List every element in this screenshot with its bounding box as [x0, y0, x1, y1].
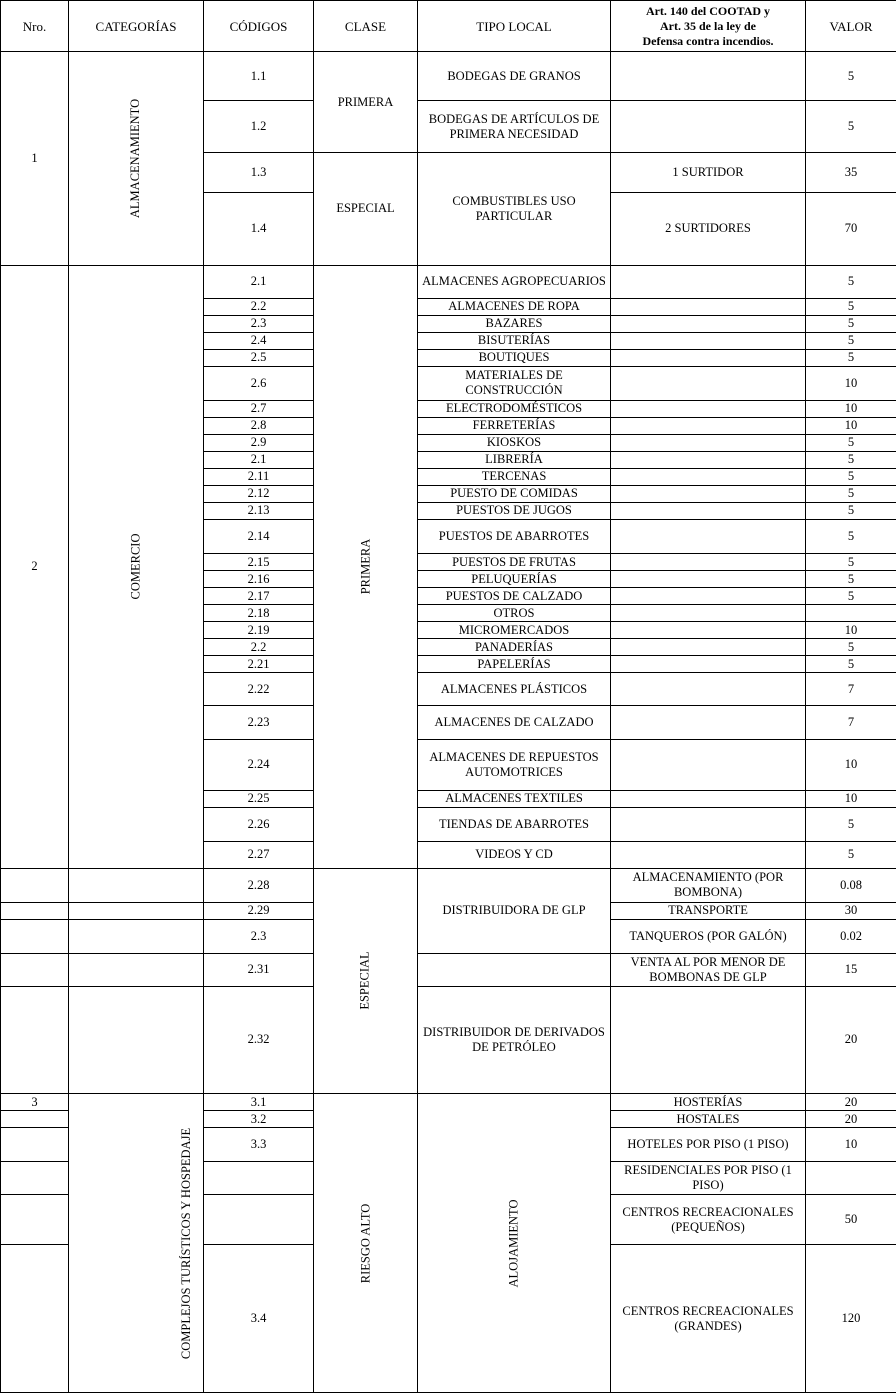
codigo-cell: 2.29 — [204, 902, 314, 919]
codigo-cell: 1.1 — [204, 52, 314, 101]
valor-cell: 7 — [806, 706, 896, 740]
valor-cell: 120 — [806, 1245, 896, 1393]
valor-cell: 15 — [806, 953, 896, 986]
tipo-cell: MATERIALES DE CONSTRUCCIÓN — [418, 366, 611, 400]
nro-cell: 1 — [1, 52, 69, 265]
codigo-cell — [204, 1195, 314, 1245]
tipo-cell: BODEGAS DE ARTÍCULOS DE PRIMERA NECESIDAD — [418, 101, 611, 153]
clase-cell: ESPECIAL — [314, 153, 418, 265]
tipo-cell: OTROS — [418, 605, 611, 622]
tipo-cell: PAPELERÍAS — [418, 656, 611, 673]
art-cell: 2 SURTIDORES — [611, 193, 806, 265]
categoria-label: COMERCIO — [128, 533, 143, 600]
codigo-cell: 2.9 — [204, 434, 314, 451]
art-cell — [611, 841, 806, 868]
codigo-cell: 2.31 — [204, 953, 314, 986]
art-cell: CENTROS RECREACIONALES (PEQUEÑOS) — [611, 1195, 806, 1245]
valor-cell: 10 — [806, 1128, 896, 1162]
valor-cell: 35 — [806, 153, 896, 193]
clase-label: ESPECIAL — [358, 951, 372, 1011]
valor-cell: 5 — [806, 807, 896, 841]
codigo-cell: 2.19 — [204, 622, 314, 639]
codigo-cell: 2.13 — [204, 502, 314, 519]
nro-cell — [1, 986, 69, 1093]
header-categorias: CATEGORÍAS — [69, 1, 204, 52]
valor-cell: 10 — [806, 366, 896, 400]
art-cell: ALMACENAMIENTO (POR BOMBONA) — [611, 868, 806, 902]
codigo-cell: 2.3 — [204, 315, 314, 332]
tipo-cell: ALMACENES DE CALZADO — [418, 706, 611, 740]
valor-cell: 5 — [806, 554, 896, 571]
valor-cell: 70 — [806, 193, 896, 265]
art-cell — [611, 571, 806, 588]
nro-cell: 2 — [1, 265, 69, 868]
categoria-cell — [69, 1094, 204, 1393]
valor-cell: 5 — [806, 451, 896, 468]
valor-cell: 5 — [806, 434, 896, 451]
art-cell — [611, 673, 806, 706]
valor-cell: 10 — [806, 740, 896, 790]
valor-cell: 10 — [806, 400, 896, 417]
nro-cell: 3 — [1, 1094, 69, 1111]
table-row — [1, 986, 896, 1093]
tipo-cell: BODEGAS DE GRANOS — [418, 52, 611, 101]
valor-cell: 5 — [806, 520, 896, 554]
table-row — [1, 52, 896, 101]
nro-cell — [1, 1162, 69, 1195]
codigo-cell: 3.2 — [204, 1111, 314, 1128]
art-cell: 1 SURTIDOR — [611, 153, 806, 193]
nro-cell — [1, 1195, 69, 1245]
codigo-cell: 2.15 — [204, 554, 314, 571]
codigo-cell: 2.8 — [204, 417, 314, 434]
clase-cell — [314, 1094, 418, 1393]
art-cell — [611, 706, 806, 740]
codigo-cell: 2.32 — [204, 986, 314, 1093]
codigo-cell: 3.4 — [204, 1245, 314, 1393]
tipo-cell: DISTRIBUIDORA DE GLP — [418, 868, 611, 953]
clase-cell — [314, 868, 418, 1093]
codigo-cell: 2.25 — [204, 790, 314, 807]
valor-cell: 20 — [806, 1111, 896, 1128]
categoria-cell — [69, 953, 204, 986]
valor-cell: 5 — [806, 332, 896, 349]
art-cell — [611, 807, 806, 841]
tipo-cell: PELUQUERÍAS — [418, 571, 611, 588]
valor-cell: 5 — [806, 656, 896, 673]
valor-cell: 10 — [806, 417, 896, 434]
nro-cell — [1, 1128, 69, 1162]
codigo-cell: 2.6 — [204, 366, 314, 400]
header-articulo-line3: Defensa contra incendios. — [642, 33, 774, 48]
header-clase: CLASE — [314, 1, 418, 52]
codigo-cell: 2.16 — [204, 571, 314, 588]
valor-cell: 5 — [806, 265, 896, 298]
tipo-cell: ALMACENES TEXTILES — [418, 790, 611, 807]
art-cell: RESIDENCIALES POR PISO (1 PISO) — [611, 1162, 806, 1195]
valor-cell: 5 — [806, 468, 896, 485]
tipo-cell: DISTRIBUIDOR DE DERIVADOS DE PETRÓLEO — [418, 986, 611, 1093]
art-cell — [611, 52, 806, 101]
valor-cell — [806, 1162, 896, 1195]
art-cell — [611, 349, 806, 366]
tipo-cell: ALMACENES PLÁSTICOS — [418, 673, 611, 706]
codigo-cell: 2.1 — [204, 265, 314, 298]
art-cell — [611, 554, 806, 571]
valor-cell: 10 — [806, 790, 896, 807]
tipo-label: ALOJAMIENTO — [506, 1199, 521, 1288]
table-row — [1, 1094, 896, 1111]
codigo-cell: 2.1 — [204, 451, 314, 468]
categoria-cell — [69, 868, 204, 902]
tipo-cell: BAZARES — [418, 315, 611, 332]
tipo-cell: MICROMERCADOS — [418, 622, 611, 639]
valor-cell: 5 — [806, 485, 896, 502]
tipo-cell: TIENDAS DE ABARROTES — [418, 807, 611, 841]
nro-cell — [1, 1111, 69, 1128]
art-cell — [611, 417, 806, 434]
codigo-cell: 3.1 — [204, 1094, 314, 1111]
codigo-cell: 2.22 — [204, 673, 314, 706]
nro-cell — [1, 919, 69, 953]
art-cell — [611, 468, 806, 485]
nro-cell — [1, 868, 69, 902]
tipo-cell: TERCENAS — [418, 468, 611, 485]
valor-cell: 5 — [806, 639, 896, 656]
art-cell — [611, 605, 806, 622]
codigo-cell: 1.3 — [204, 153, 314, 193]
tipo-cell: ELECTRODOMÉSTICOS — [418, 400, 611, 417]
tipo-cell: ALMACENES DE ROPA — [418, 298, 611, 315]
art-cell — [611, 520, 806, 554]
nro-cell — [1, 902, 69, 919]
categoria-cell — [69, 265, 204, 868]
header-articulo-line1: Art. 140 del COOTAD y — [645, 3, 771, 18]
codigo-cell: 2.3 — [204, 919, 314, 953]
art-cell: HOSTALES — [611, 1111, 806, 1128]
tipo-cell: LIBRERÍA — [418, 451, 611, 468]
art-cell — [611, 366, 806, 400]
clase-label: PRIMERA — [357, 538, 372, 595]
categoria-cell — [69, 52, 204, 265]
codigo-cell: 2.7 — [204, 400, 314, 417]
tipo-cell: COMBUSTIBLES USO PARTICULAR — [418, 153, 611, 265]
codigo-cell: 2.17 — [204, 588, 314, 605]
header-tipo-local: TIPO LOCAL — [418, 1, 611, 52]
codigo-cell: 2.27 — [204, 841, 314, 868]
tipo-cell: ALMACENES DE REPUESTOS AUTOMOTRICES — [418, 740, 611, 790]
art-cell: HOTELES POR PISO (1 PISO) — [611, 1128, 806, 1162]
header-codigos: CÓDIGOS — [204, 1, 314, 52]
codigo-cell: 2.5 — [204, 349, 314, 366]
valor-cell: 20 — [806, 986, 896, 1093]
tipo-cell — [418, 953, 611, 986]
art-cell: CENTROS RECREACIONALES (GRANDES) — [611, 1245, 806, 1393]
clase-cell — [314, 265, 418, 868]
art-cell: TRANSPORTE — [611, 902, 806, 919]
valor-cell: 5 — [806, 349, 896, 366]
valor-cell: 7 — [806, 673, 896, 706]
codigo-cell: 2.4 — [204, 332, 314, 349]
art-cell: VENTA AL POR MENOR DE BOMBONAS DE GLP — [611, 953, 806, 986]
clase-label: RIESGO ALTO — [358, 1203, 372, 1283]
codigo-cell: 2.28 — [204, 868, 314, 902]
nro-cell — [1, 1245, 69, 1393]
valor-cell: 5 — [806, 315, 896, 332]
art-cell — [611, 502, 806, 519]
art-cell: HOSTERÍAS — [611, 1094, 806, 1111]
categoria-cell — [69, 902, 204, 919]
valor-cell: 50 — [806, 1195, 896, 1245]
valor-cell: 5 — [806, 298, 896, 315]
clase-cell: PRIMERA — [314, 52, 418, 153]
header-nro: Nro. — [1, 1, 69, 52]
art-cell — [611, 639, 806, 656]
art-cell — [611, 790, 806, 807]
table-row — [1, 868, 896, 902]
art-cell — [611, 298, 806, 315]
codigo-cell: 1.4 — [204, 193, 314, 265]
tipo-cell: PUESTOS DE JUGOS — [418, 502, 611, 519]
categoria-label: COMPLEJOS TURÍSTICOS Y HOSPEDAJE — [179, 1127, 194, 1359]
tipo-cell: PUESTO DE COMIDAS — [418, 485, 611, 502]
tipo-cell: PANADERÍAS — [418, 639, 611, 656]
art-cell: TANQUEROS (POR GALÓN) — [611, 919, 806, 953]
art-cell — [611, 101, 806, 153]
valor-cell: 10 — [806, 622, 896, 639]
valor-cell — [806, 605, 896, 622]
valor-cell: 5 — [806, 101, 896, 153]
header-articulo-line2: Art. 35 de la ley de — [660, 18, 756, 33]
tipo-cell: BOUTIQUES — [418, 349, 611, 366]
art-cell — [611, 332, 806, 349]
header-articulo — [611, 1, 806, 52]
valor-cell: 5 — [806, 52, 896, 101]
art-cell — [611, 265, 806, 298]
codigo-cell: 2.11 — [204, 468, 314, 485]
valor-cell: 20 — [806, 1094, 896, 1111]
tipo-cell: PUESTOS DE CALZADO — [418, 588, 611, 605]
header-row — [1, 1, 896, 52]
categoria-cell — [69, 986, 204, 1093]
art-cell — [611, 622, 806, 639]
codigo-cell: 2.14 — [204, 520, 314, 554]
tipo-cell: FERRETERÍAS — [418, 417, 611, 434]
categoria-cell — [69, 919, 204, 953]
valor-cell: 0.08 — [806, 868, 896, 902]
art-cell — [611, 451, 806, 468]
table-row — [1, 953, 896, 986]
nro-cell — [1, 953, 69, 986]
valor-cell: 5 — [806, 571, 896, 588]
codigo-cell: 2.12 — [204, 485, 314, 502]
art-cell — [611, 588, 806, 605]
art-cell — [611, 986, 806, 1093]
valor-cell: 5 — [806, 588, 896, 605]
header-valor: VALOR — [806, 1, 896, 52]
art-cell — [611, 434, 806, 451]
valor-cell: 5 — [806, 841, 896, 868]
codigo-cell: 2.2 — [204, 298, 314, 315]
valor-cell: 0.02 — [806, 919, 896, 953]
codigo-cell: 2.23 — [204, 706, 314, 740]
codigo-cell: 3.3 — [204, 1128, 314, 1162]
tipo-cell — [418, 1094, 611, 1393]
art-cell — [611, 315, 806, 332]
codigo-cell: 2.24 — [204, 740, 314, 790]
categoria-label: ALMACENAMIENTO — [128, 98, 143, 218]
valor-cell: 30 — [806, 902, 896, 919]
codigo-cell: 2.18 — [204, 605, 314, 622]
art-cell — [611, 740, 806, 790]
tipo-cell: BISUTERÍAS — [418, 332, 611, 349]
tipo-cell: ALMACENES AGROPECUARIOS — [418, 265, 611, 298]
table-row — [1, 265, 896, 298]
codigo-cell: 1.2 — [204, 101, 314, 153]
codigo-cell: 2.26 — [204, 807, 314, 841]
codigo-cell — [204, 1162, 314, 1195]
valor-cell: 5 — [806, 502, 896, 519]
tipo-cell: VIDEOS Y CD — [418, 841, 611, 868]
tipo-cell: PUESTOS DE FRUTAS — [418, 554, 611, 571]
art-cell — [611, 656, 806, 673]
tipo-cell: KIOSKOS — [418, 434, 611, 451]
codigo-cell: 2.21 — [204, 656, 314, 673]
tipo-cell: PUESTOS DE ABARROTES — [418, 520, 611, 554]
art-cell — [611, 400, 806, 417]
art-cell — [611, 485, 806, 502]
codigo-cell: 2.2 — [204, 639, 314, 656]
